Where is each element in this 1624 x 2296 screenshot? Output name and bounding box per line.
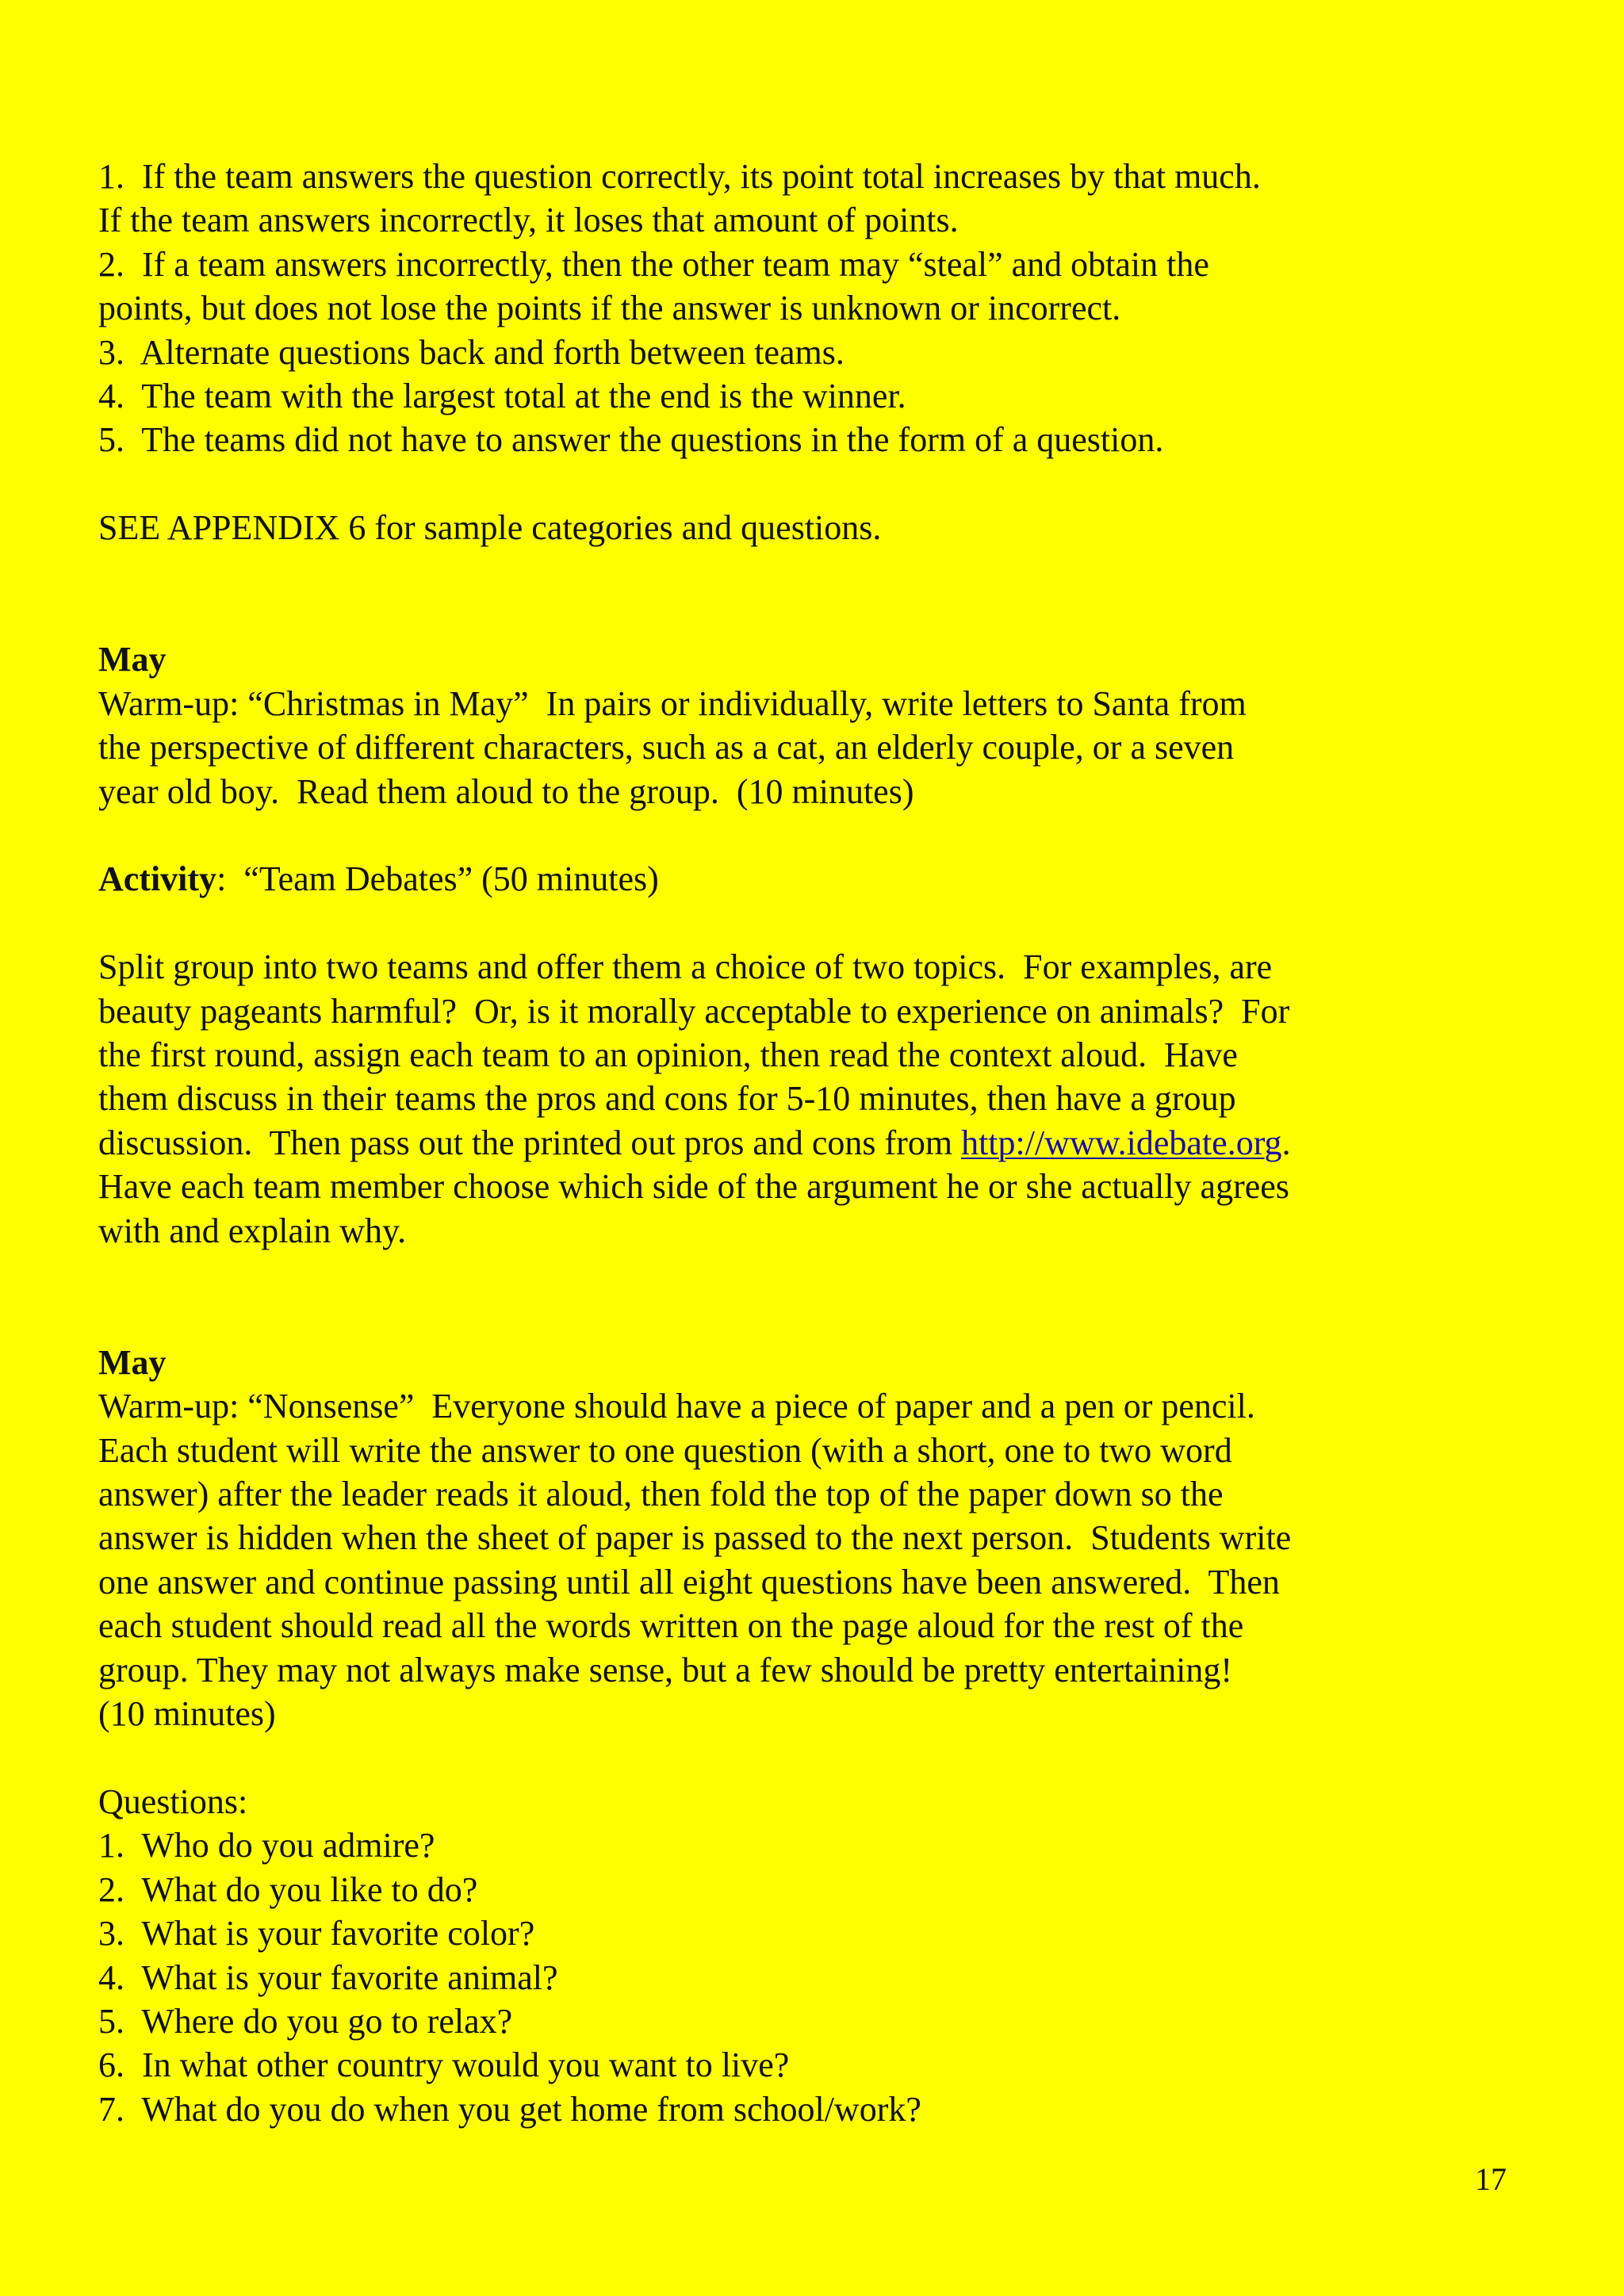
page-number: 17 xyxy=(1475,2161,1507,2197)
activity-paragraph-line: Split group into two teams and offer them a choice of two topics. For examples, are xyxy=(98,947,1273,987)
warmup-line: group. They may not always make sense, but a few should be pretty entertaining! xyxy=(98,1650,1233,1689)
spacer xyxy=(98,1253,1526,1296)
activity-link-line xyxy=(98,1121,1526,1165)
activity-paragraph-line: with and explain why. xyxy=(98,1211,407,1250)
activity-paragraph-line: the first round, assign each team to an opinion, then read the context aloud. Have xyxy=(98,1035,1238,1075)
question-item: 7. What do you do when you get home from school/work? xyxy=(98,2089,921,2129)
activity-label: Activity xyxy=(98,859,217,899)
spacer xyxy=(98,901,1526,945)
warmup-line: answer) after the leader reads it aloud, then fold the top of the paper down so the xyxy=(98,1475,1224,1514)
warmup-line: Warm-up: “Nonsense” Everyone should have a piece of paper and a pen or pencil. xyxy=(98,1387,1255,1426)
question-item: 6. In what other country would you want to live? xyxy=(98,2045,790,2085)
link-line-prefix: discussion. Then pass out the printed out pros and cons from xyxy=(98,1123,962,1162)
question-item: 3. What is your favorite color? xyxy=(98,1914,535,1954)
section-may-christmas xyxy=(98,637,1526,1253)
question-item: 2. What do you like to do? xyxy=(98,1869,478,1909)
warmup-line: each student should read all the words written on the page aloud for the rest of the xyxy=(98,1606,1244,1646)
activity-paragraph-line: beauty pageants harmful? Or, is it morally acceptable to experience on animals? For xyxy=(98,991,1290,1031)
spacer xyxy=(98,594,1526,637)
activity-paragraph-line: Have each team member choose which side of the argument he or she actually agrees xyxy=(98,1167,1289,1207)
link-line-suffix: . xyxy=(1281,1123,1291,1162)
rule-line: 1. If the team answers the question correctly, its point total increases by that much. xyxy=(98,157,1261,196)
activity-line xyxy=(98,857,1526,901)
question-item: 4. What is your favorite animal? xyxy=(98,1957,558,1997)
question-item: 1. Who do you admire? xyxy=(98,1826,435,1866)
questions-list xyxy=(98,1823,1526,2131)
warmup-line: year old boy. Read them aloud to the group. (10 minutes) xyxy=(98,771,914,811)
spacer xyxy=(98,813,1526,857)
warmup-line: one answer and continue passing until all eight questions have been answered. Then xyxy=(98,1562,1280,1601)
rule-line: points, but does not lose the points if the answer is unknown or incorrect. xyxy=(98,289,1121,328)
section-heading: May xyxy=(98,640,167,679)
appendix-note: SEE APPENDIX 6 for sample categories and questions. xyxy=(98,508,882,548)
rules-list xyxy=(98,155,1526,462)
activity-paragraph-line: them discuss in their teams the pros and cons for 5-10 minutes, then have a group xyxy=(98,1079,1236,1119)
spacer xyxy=(98,1736,1526,1780)
activity-text: : “Team Debates” (50 minutes) xyxy=(216,859,659,899)
spacer xyxy=(98,462,1526,506)
document-page xyxy=(98,155,1526,2131)
warmup-line: the perspective of different characters, such as a cat, an elderly couple, or a seven xyxy=(98,728,1235,767)
question-item: 5. Where do you go to relax? xyxy=(98,2001,513,2041)
section-heading: May xyxy=(98,1342,167,1382)
rule-line: 2. If a team answers incorrectly, then the other team may “steal” and obtain the xyxy=(98,244,1209,284)
warmup-line: answer is hidden when the sheet of paper is passed to the next person. Students write xyxy=(98,1518,1292,1558)
warmup-line: Each student will write the answer to one question (with a short, one to two word xyxy=(98,1430,1232,1470)
questions-label: Questions: xyxy=(98,1781,248,1821)
idebate-link[interactable]: http://www.idebate.org xyxy=(961,1123,1282,1162)
warmup-line: (10 minutes) xyxy=(98,1694,276,1734)
spacer xyxy=(98,550,1526,594)
warmup-line: Warm-up: “Christmas in May” In pairs or individually, write letters to Santa from xyxy=(98,683,1247,723)
rule-line: 4. The team with the largest total at the end is the winner. xyxy=(98,377,906,416)
section-may-nonsense xyxy=(98,1341,1526,2131)
rule-line: 3. Alternate questions back and forth between teams. xyxy=(98,332,845,372)
rule-line: If the team answers incorrectly, it loses that amount of points. xyxy=(98,201,959,240)
spacer xyxy=(98,1296,1526,1340)
rule-line: 5. The teams did not have to answer the questions in the form of a question. xyxy=(98,420,1164,460)
